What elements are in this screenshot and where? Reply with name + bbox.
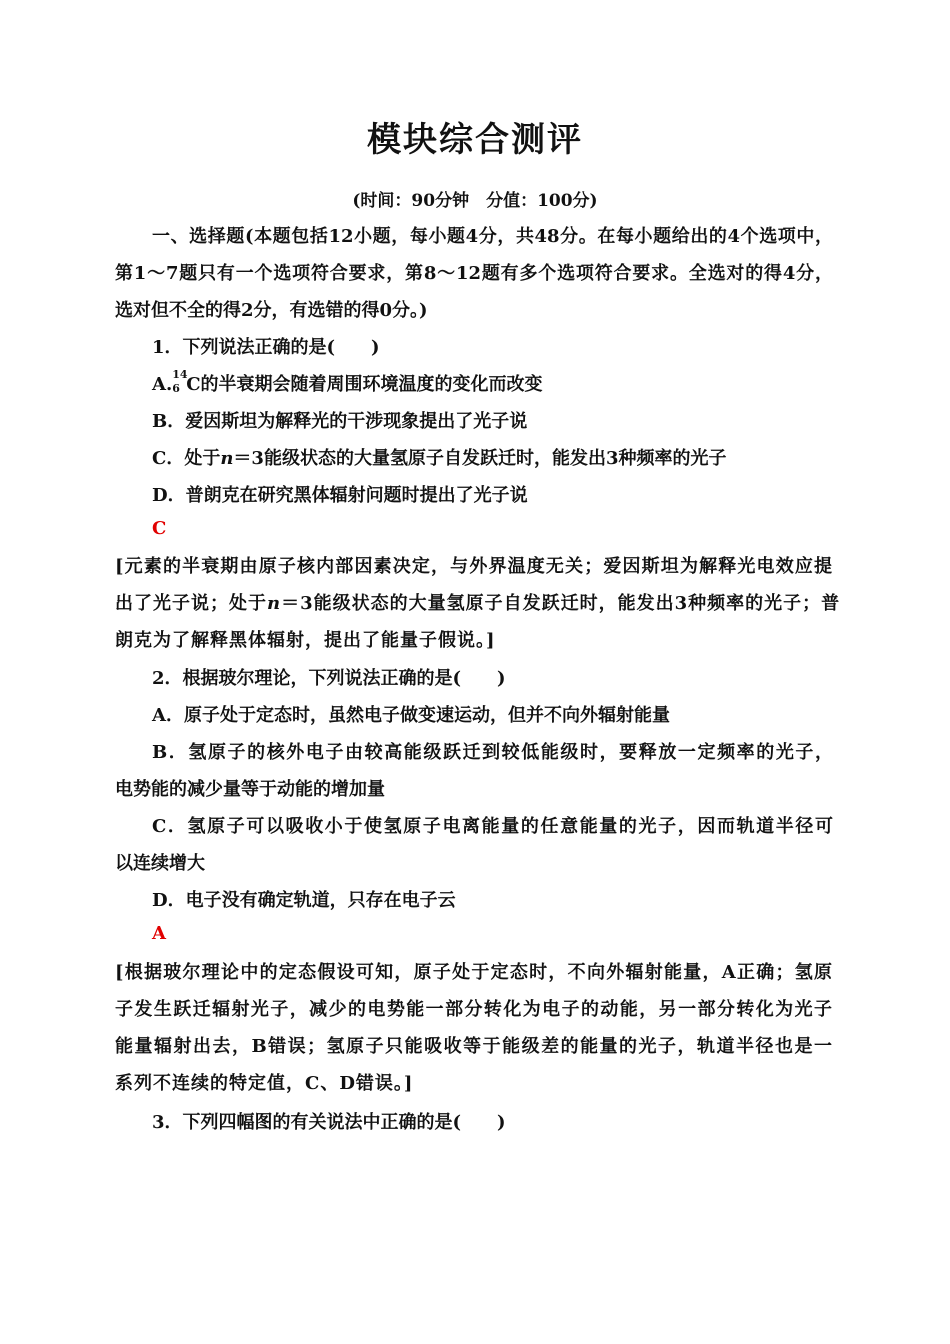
question-2-option-d: D．电子没有确定轨道，只存在电子云 [152,890,456,911]
question-2-stem: 2．根据玻尔理论，下列说法正确的是( ) [152,668,506,689]
option-a-text: C的半衰期会随着周围环境温度的变化而改变 [186,374,543,395]
variable-n: n [220,448,234,469]
question-1-explanation-line-3: 朗克为了解释黑体辐射，提出了能量子假说。] [115,630,496,651]
expl-pre: 出了光子说；处于 [115,593,267,614]
question-2-answer: A [152,923,166,944]
question-2-explanation-line-4: 系列不连续的特定值，C、D错误。] [115,1073,414,1094]
option-a-prefix: A. [152,374,173,395]
option-c-post: ＝3能级状态的大量氢原子自发跃迁时，能发出3种频率的光子 [233,448,727,469]
section-intro-line-1 [152,222,833,248]
question-2-option-a: A．原子处于定态时，虽然电子做变速运动，但并不向外辐射能量 [152,705,670,726]
nuclide-mass-number: 14 [172,368,188,381]
question-1-answer: C [152,518,167,539]
question-1-stem: 1．下列说法正确的是( ) [152,337,380,358]
question-1-explanation-line-1: [元素的半衰期由原子核内部因素决定，与外界温度无关；爱因斯坦为解释光电效应提 [115,556,833,577]
variable-n: n [267,593,282,614]
question-2-option-c-line-1: C．氢原子可以吸收小于使氢原子电离能量的任意能量的光子，因而轨道半径可 [152,816,833,837]
question-2-explanation-line-3: 能量辐射出去，B错误；氢原子只能吸收等于能级差的能量的光子，轨道半径也是一 [115,1036,833,1057]
question-2-explanation-line-1: [根据玻尔理论中的定态假设可知，原子处于定态时，不向外辐射能量，A正确；氢原 [115,962,833,983]
question-1-option-c [152,444,726,470]
expl-post: ＝3能级状态的大量氢原子自发跃迁时，能发出3种频率的光子；普 [281,593,841,614]
question-1-explanation-line-2 [115,589,841,615]
section-intro-line-3: 选对但不全的得2分，有选错的得0分。) [115,300,428,321]
page-title: 模块综合测评 [367,120,583,160]
question-1-option-a [152,370,543,396]
option-c-pre: C．处于 [152,448,221,469]
question-1-option-b: B．爱因斯坦为解释光的干涉现象提出了光子说 [152,411,528,432]
exam-meta: (时间：90分钟 分值：100分) [352,191,598,211]
nuclide-atomic-number: 6 [172,382,180,395]
question-1-option-d: D．普朗克在研究黑体辐射问题时提出了光子说 [152,485,528,506]
section-intro-text: (本题包括12小题，每小题4分，共48分。在每小题给出的4个选项中， [244,226,833,247]
nuclide-notation [172,368,188,395]
question-2-explanation-line-2: 子发生跃迁辐射光子，减少的电势能一部分转化为电子的动能，另一部分转化为光子 [115,999,833,1020]
section-intro-line-2: 第1～7题只有一个选项符合要求，第8～12题有多个选项符合要求。全选对的得4分， [115,263,833,284]
question-2-option-c-line-2: 以连续增大 [115,853,205,874]
section-heading: 一、选择题 [152,226,245,247]
question-2-option-b-line-2: 电势能的减少量等于动能的增加量 [115,779,385,800]
question-2-option-b-line-1: B．氢原子的核外电子由较高能级跃迁到较低能级时，要释放一定频率的光子， [152,742,833,763]
question-3-stem: 3．下列四幅图的有关说法中正确的是( ) [152,1112,506,1133]
